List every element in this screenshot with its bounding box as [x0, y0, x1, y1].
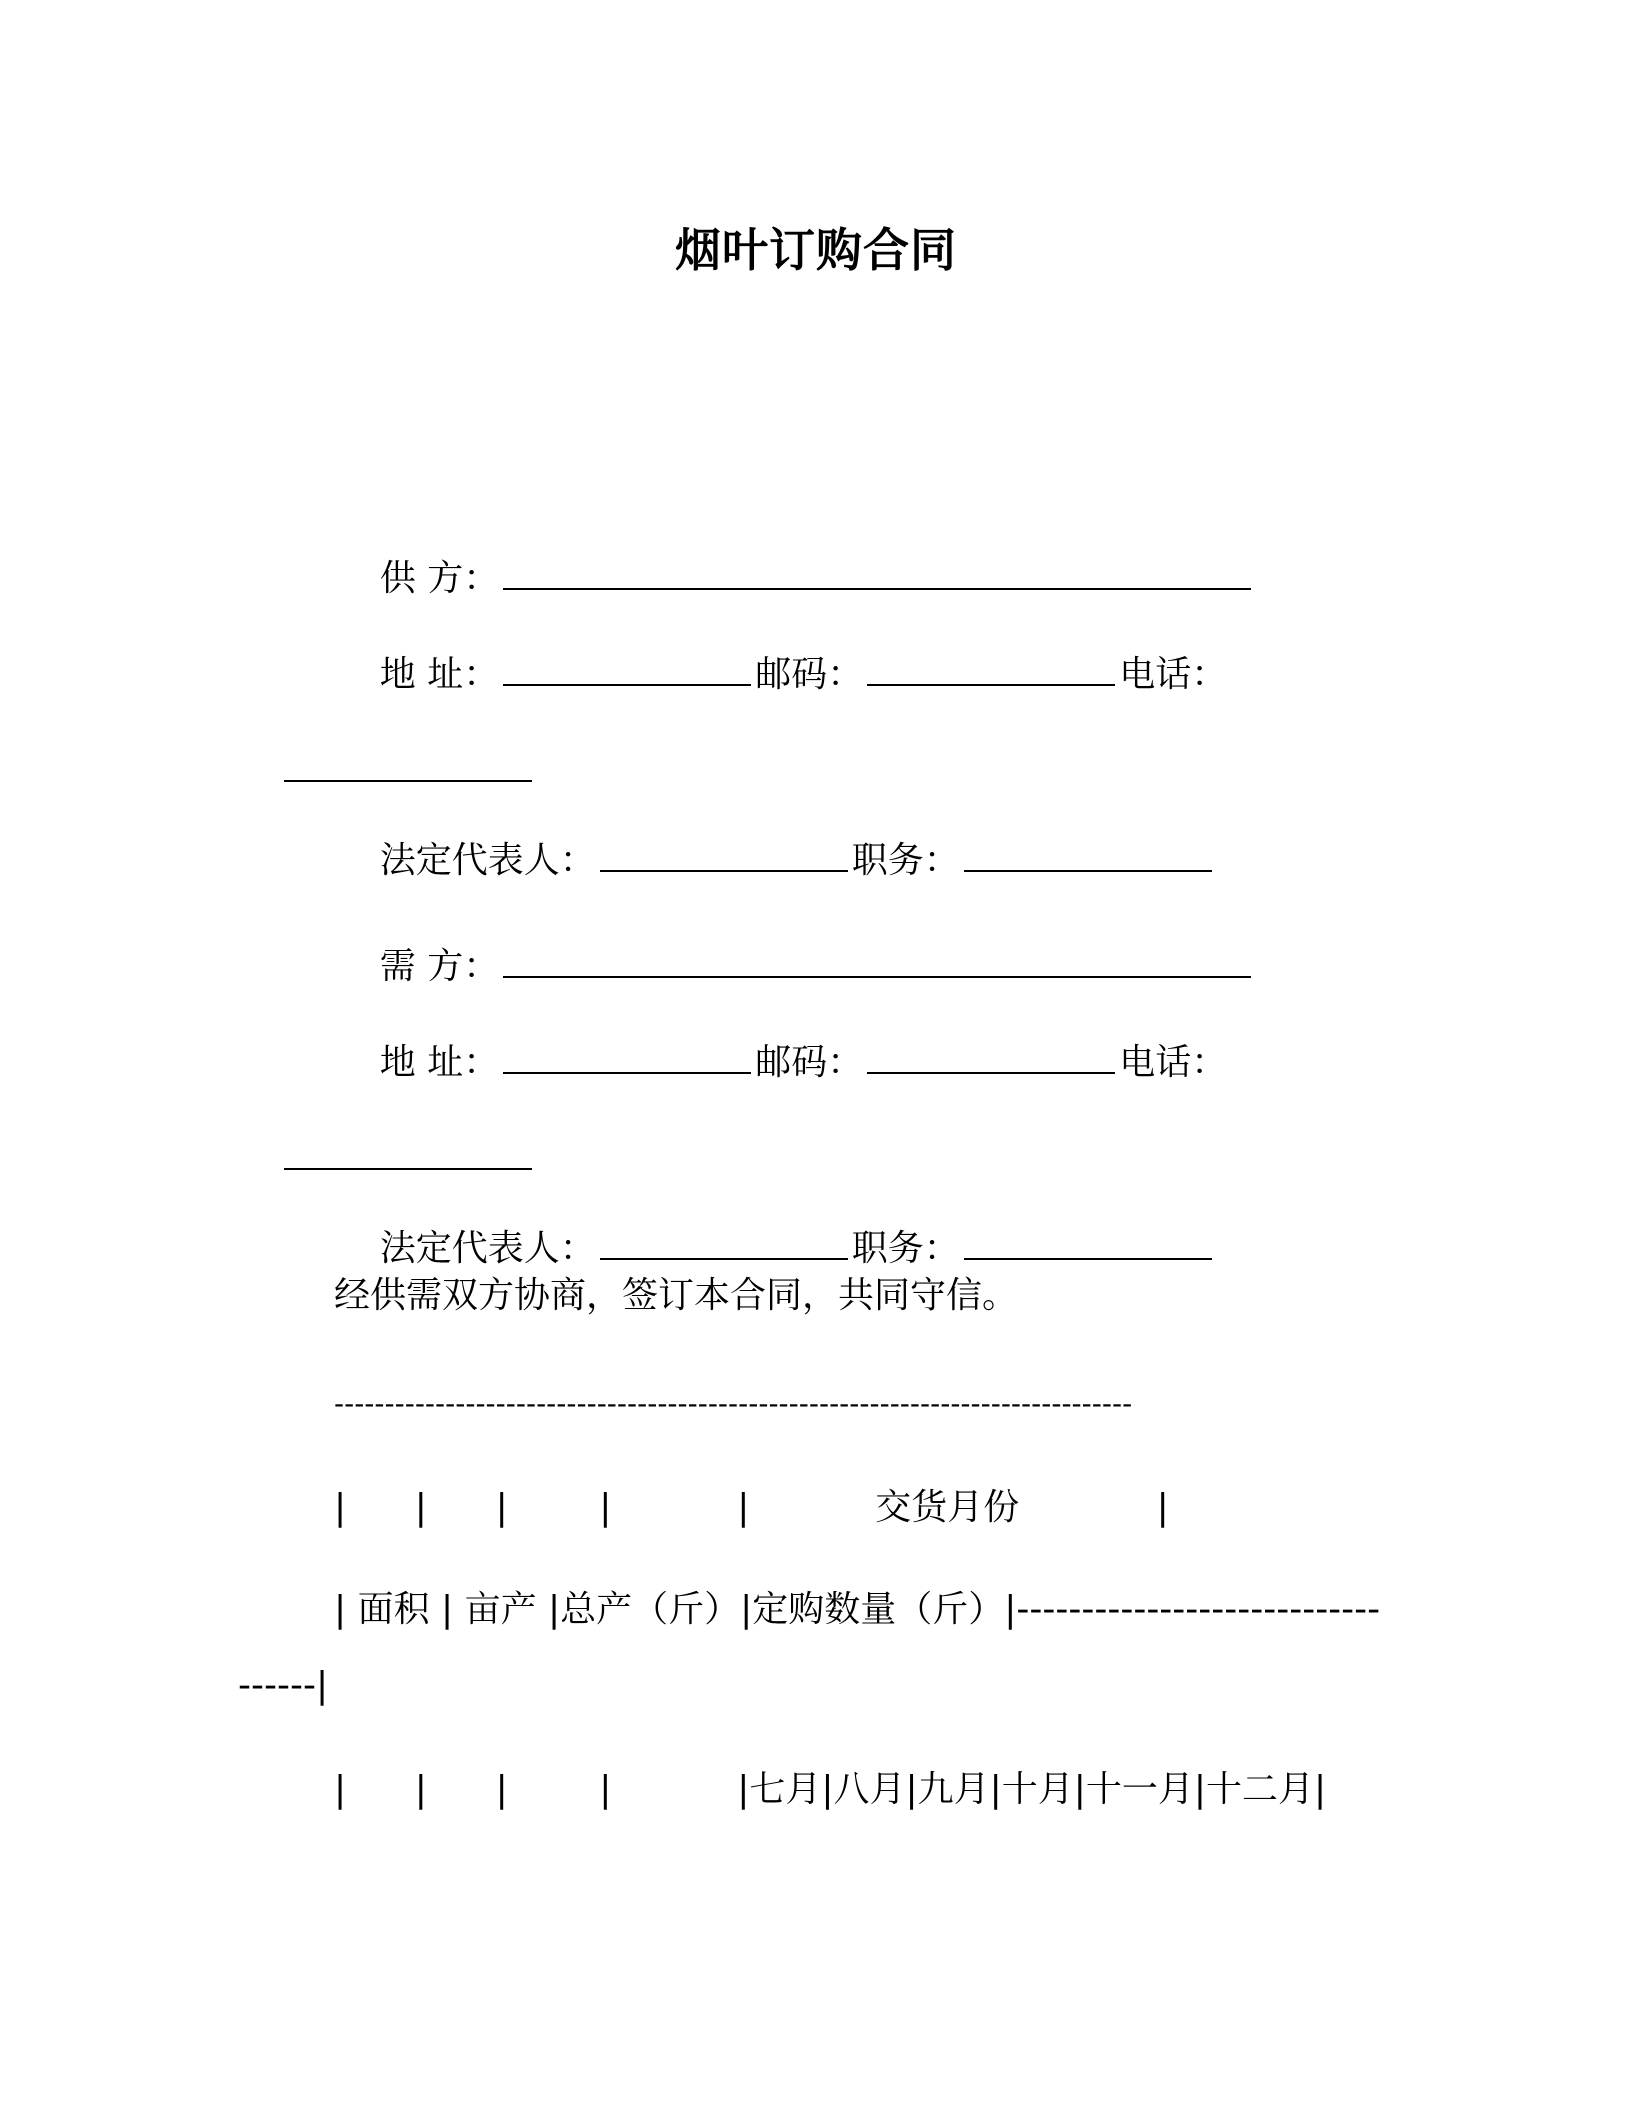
intro-paragraph: 经供需双方协商，签订本合同，共同守信。: [334, 1275, 1019, 1316]
buyer-phone-label: 电话：: [1119, 1042, 1228, 1083]
buyer-address-blank[interactable]: [503, 1036, 751, 1074]
supplier-rep-blank[interactable]: [600, 834, 848, 872]
table-row-header-columns-wrap: ------|: [238, 1665, 329, 1706]
buyer-postcode-label: 邮码：: [755, 1042, 864, 1083]
buyer-blank[interactable]: [503, 940, 1251, 978]
buyer-position-blank[interactable]: [964, 1222, 1212, 1260]
buyer-position-label: 职务：: [851, 1228, 960, 1269]
supplier-postcode-blank[interactable]: [867, 648, 1115, 686]
table-row-months: | | | | |七月|八月|九月|十月|十一月|十二月|: [334, 1769, 1327, 1810]
buyer-rep-label: 法定代表人：: [379, 1228, 596, 1269]
supplier-blank[interactable]: [503, 552, 1251, 590]
table-row-header-top: | | | | | 交货月份 |: [334, 1487, 1169, 1528]
supplier-address-blank[interactable]: [503, 648, 751, 686]
supplier-rep-label: 法定代表人：: [379, 840, 596, 881]
document-title: 烟叶订购合同: [675, 223, 957, 277]
supplier-position-label: 职务：: [851, 840, 960, 881]
table-separator: -------------------------------------------------------------------------------: [334, 1387, 1133, 1420]
table-row-header-columns: | 面积 | 亩产 |总产（斤）|定购数量（斤）|----------------------------: [334, 1589, 1381, 1630]
buyer-phone-blank[interactable]: [284, 1132, 532, 1170]
supplier-address-label: 地 址：: [379, 654, 500, 695]
supplier-postcode-label: 邮码：: [755, 654, 864, 695]
supplier-phone-blank[interactable]: [284, 744, 532, 782]
supplier-label: 供 方：: [379, 558, 500, 599]
buyer-rep-blank[interactable]: [600, 1222, 848, 1260]
buyer-label: 需 方：: [379, 946, 500, 987]
buyer-address-label: 地 址：: [379, 1042, 500, 1083]
supplier-position-blank[interactable]: [964, 834, 1212, 872]
supplier-phone-label: 电话：: [1119, 654, 1228, 695]
buyer-postcode-blank[interactable]: [867, 1036, 1115, 1074]
